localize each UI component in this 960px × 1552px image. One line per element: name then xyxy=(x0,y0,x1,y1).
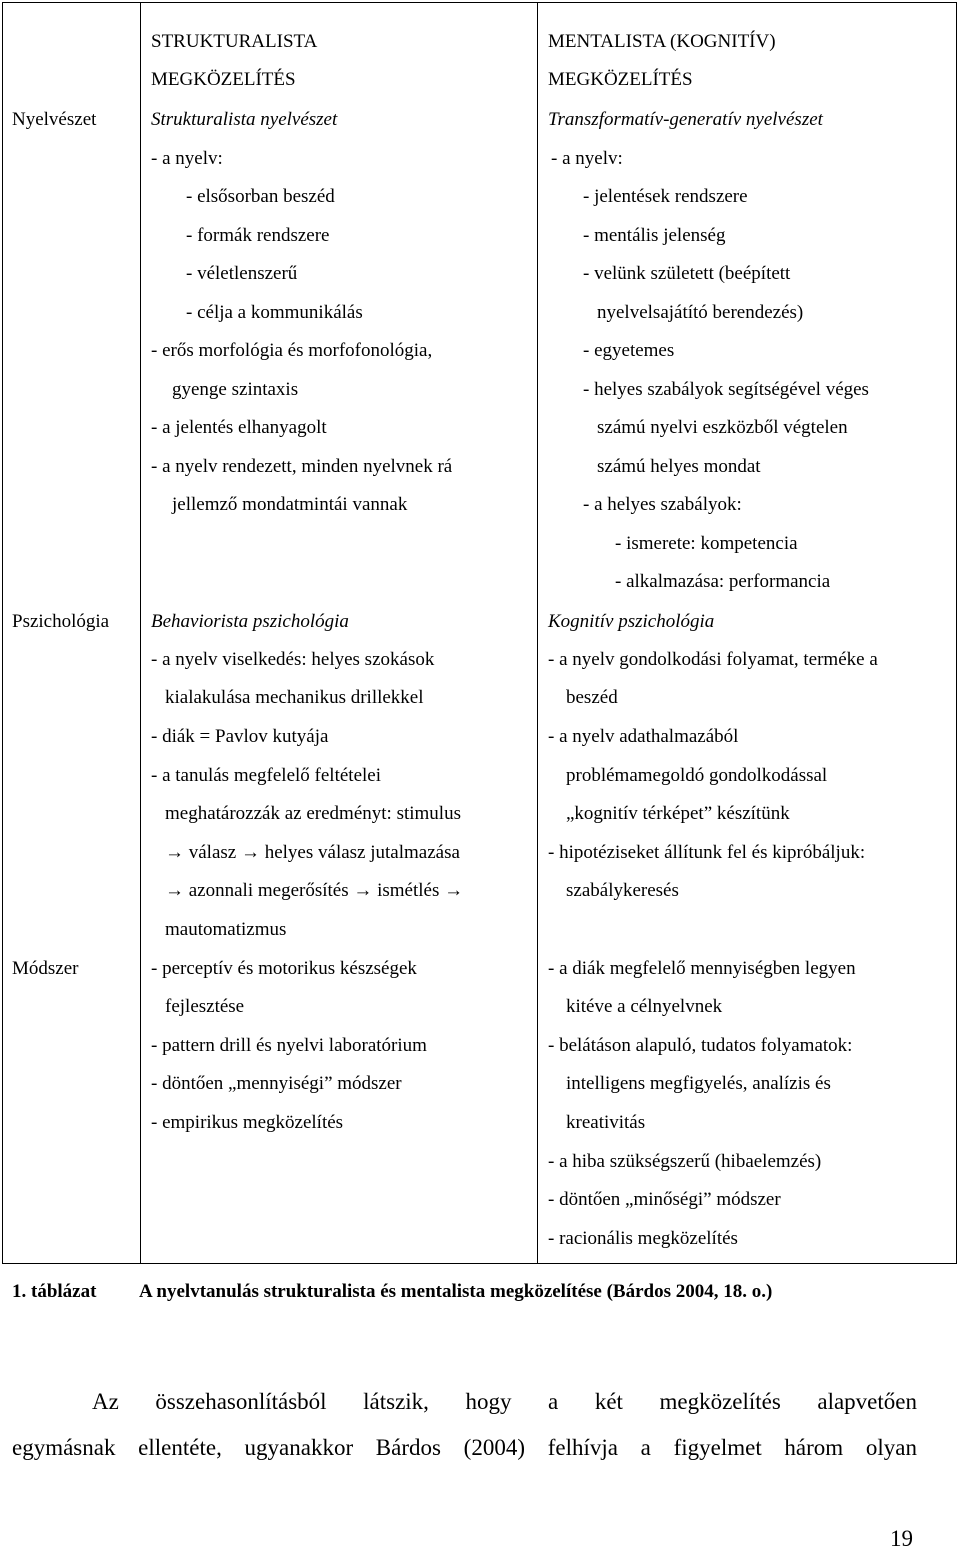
list-item: gyenge szintaxis xyxy=(172,379,299,400)
row-label: Nyelvészet xyxy=(12,109,97,130)
row-label: Pszichológia xyxy=(12,611,110,632)
list-item: - ismerete: kompetencia xyxy=(615,533,798,554)
list-item: - a helyes szabályok: xyxy=(583,494,742,515)
list-item: - a diák megfelelő mennyiségben legyen xyxy=(548,958,856,979)
list-item: - empirikus megközelítés xyxy=(151,1112,344,1133)
list-item: - a nyelv viselkedés: helyes szokások xyxy=(151,649,435,670)
list-item: - elsősorban beszéd xyxy=(186,186,335,207)
list-item: - a tanulás megfelelő feltételei xyxy=(151,765,381,786)
list-item: - véletlenszerű xyxy=(186,263,298,284)
list-item: - a nyelv rendezett, minden nyelvnek rá xyxy=(151,456,453,477)
list-item: számú nyelvi eszközből végtelen xyxy=(597,417,848,438)
list-item: nyelvelsajátító berendezés) xyxy=(597,302,804,323)
section-title: Strukturalista nyelvészet xyxy=(151,109,338,130)
list-item: - pattern drill és nyelvi laboratórium xyxy=(151,1035,427,1056)
list-item: - perceptív és motorikus készségek xyxy=(151,958,417,979)
list-item: - a nyelv gondolkodási folyamat, terméke a xyxy=(548,649,878,670)
list-item: - formák rendszere xyxy=(186,225,330,246)
list-item: - döntően „minőségi” módszer xyxy=(548,1189,781,1210)
header-line: STRUKTURALISTA xyxy=(151,31,318,52)
list-item: - a hiba szükségszerű (hibaelemzés) xyxy=(548,1151,822,1172)
column-divider xyxy=(537,3,538,1263)
list-item: - alkalmazása: performancia xyxy=(615,571,831,592)
list-item: „kognitív térképet” készítünk xyxy=(566,803,790,824)
list-item: - diák = Pavlov kutyája xyxy=(151,726,329,747)
list-item: - belátáson alapuló, tudatos folyamatok: xyxy=(548,1035,853,1056)
header-line: MENTALISTA (KOGNITÍV) xyxy=(548,31,776,52)
list-item: meghatározzák az eredményt: stimulus xyxy=(165,803,461,824)
header-line: MEGKÖZELÍTÉS xyxy=(151,69,296,90)
body-text-line: egymásnak ellentéte, ugyanakkor Bárdos (2004) felhívja a figyelmet három olyan xyxy=(12,1435,917,1460)
list-item: - a nyelv: xyxy=(551,148,623,169)
caption-number: 1. táblázat xyxy=(12,1281,97,1302)
list-item: - a nyelv adathalmazából xyxy=(548,726,739,747)
body-text-line: Az összehasonlításból látszik, hogy a két megközelítés alapvetően xyxy=(92,1389,917,1414)
caption-text: A nyelvtanulás strukturalista és mentalista megközelítése (Bárdos 2004, 18. o.) xyxy=(139,1281,773,1302)
section-title: Transzformatív-generatív nyelvészet xyxy=(548,109,823,130)
list-item: problémamegoldó gondolkodással xyxy=(566,765,828,786)
list-item: - helyes szabályok segítségével véges xyxy=(583,379,869,400)
section-title: Kognitív pszichológia xyxy=(548,611,715,632)
list-item: - hipotéziseket állítunk fel és kipróbáljuk: xyxy=(548,842,866,863)
list-item: - a jelentés elhanyagolt xyxy=(151,417,327,438)
list-item: intelligens megfigyelés, analízis és xyxy=(566,1073,831,1094)
list-item: kialakulása mechanikus drillekkel xyxy=(165,687,424,708)
list-item: kreativitás xyxy=(566,1112,646,1133)
list-item: szabálykeresés xyxy=(566,880,679,901)
list-item: beszéd xyxy=(566,687,618,708)
list-item: mautomatizmus xyxy=(165,919,287,940)
list-item: jellemző mondatmintái vannak xyxy=(172,494,408,515)
list-item: - döntően „mennyiségi” módszer xyxy=(151,1073,402,1094)
list-item: → azonnali megerősítés → ismétlés → xyxy=(165,880,464,901)
header-line: MEGKÖZELÍTÉS xyxy=(548,69,693,90)
list-item: - a nyelv: xyxy=(151,148,223,169)
row-label: Módszer xyxy=(12,958,79,979)
list-item: - jelentések rendszere xyxy=(583,186,748,207)
list-item: kitéve a célnyelvnek xyxy=(566,996,723,1017)
list-item: - célja a kommunikálás xyxy=(186,302,363,323)
list-item: - egyetemes xyxy=(583,340,675,361)
section-title: Behaviorista pszichológia xyxy=(151,611,349,632)
list-item: fejlesztése xyxy=(165,996,245,1017)
list-item: - mentális jelenség xyxy=(583,225,726,246)
list-item: - erős morfológia és morfofonológia, xyxy=(151,340,433,361)
table-caption xyxy=(12,1281,772,1303)
list-item: - racionális megközelítés xyxy=(548,1228,738,1249)
list-item: számú helyes mondat xyxy=(597,456,761,477)
column-divider xyxy=(140,3,141,1263)
list-item: - velünk született (beépített xyxy=(583,263,791,284)
page-number: 19 xyxy=(890,1526,913,1551)
list-item: → válasz → helyes válasz jutalmazása xyxy=(165,842,460,863)
